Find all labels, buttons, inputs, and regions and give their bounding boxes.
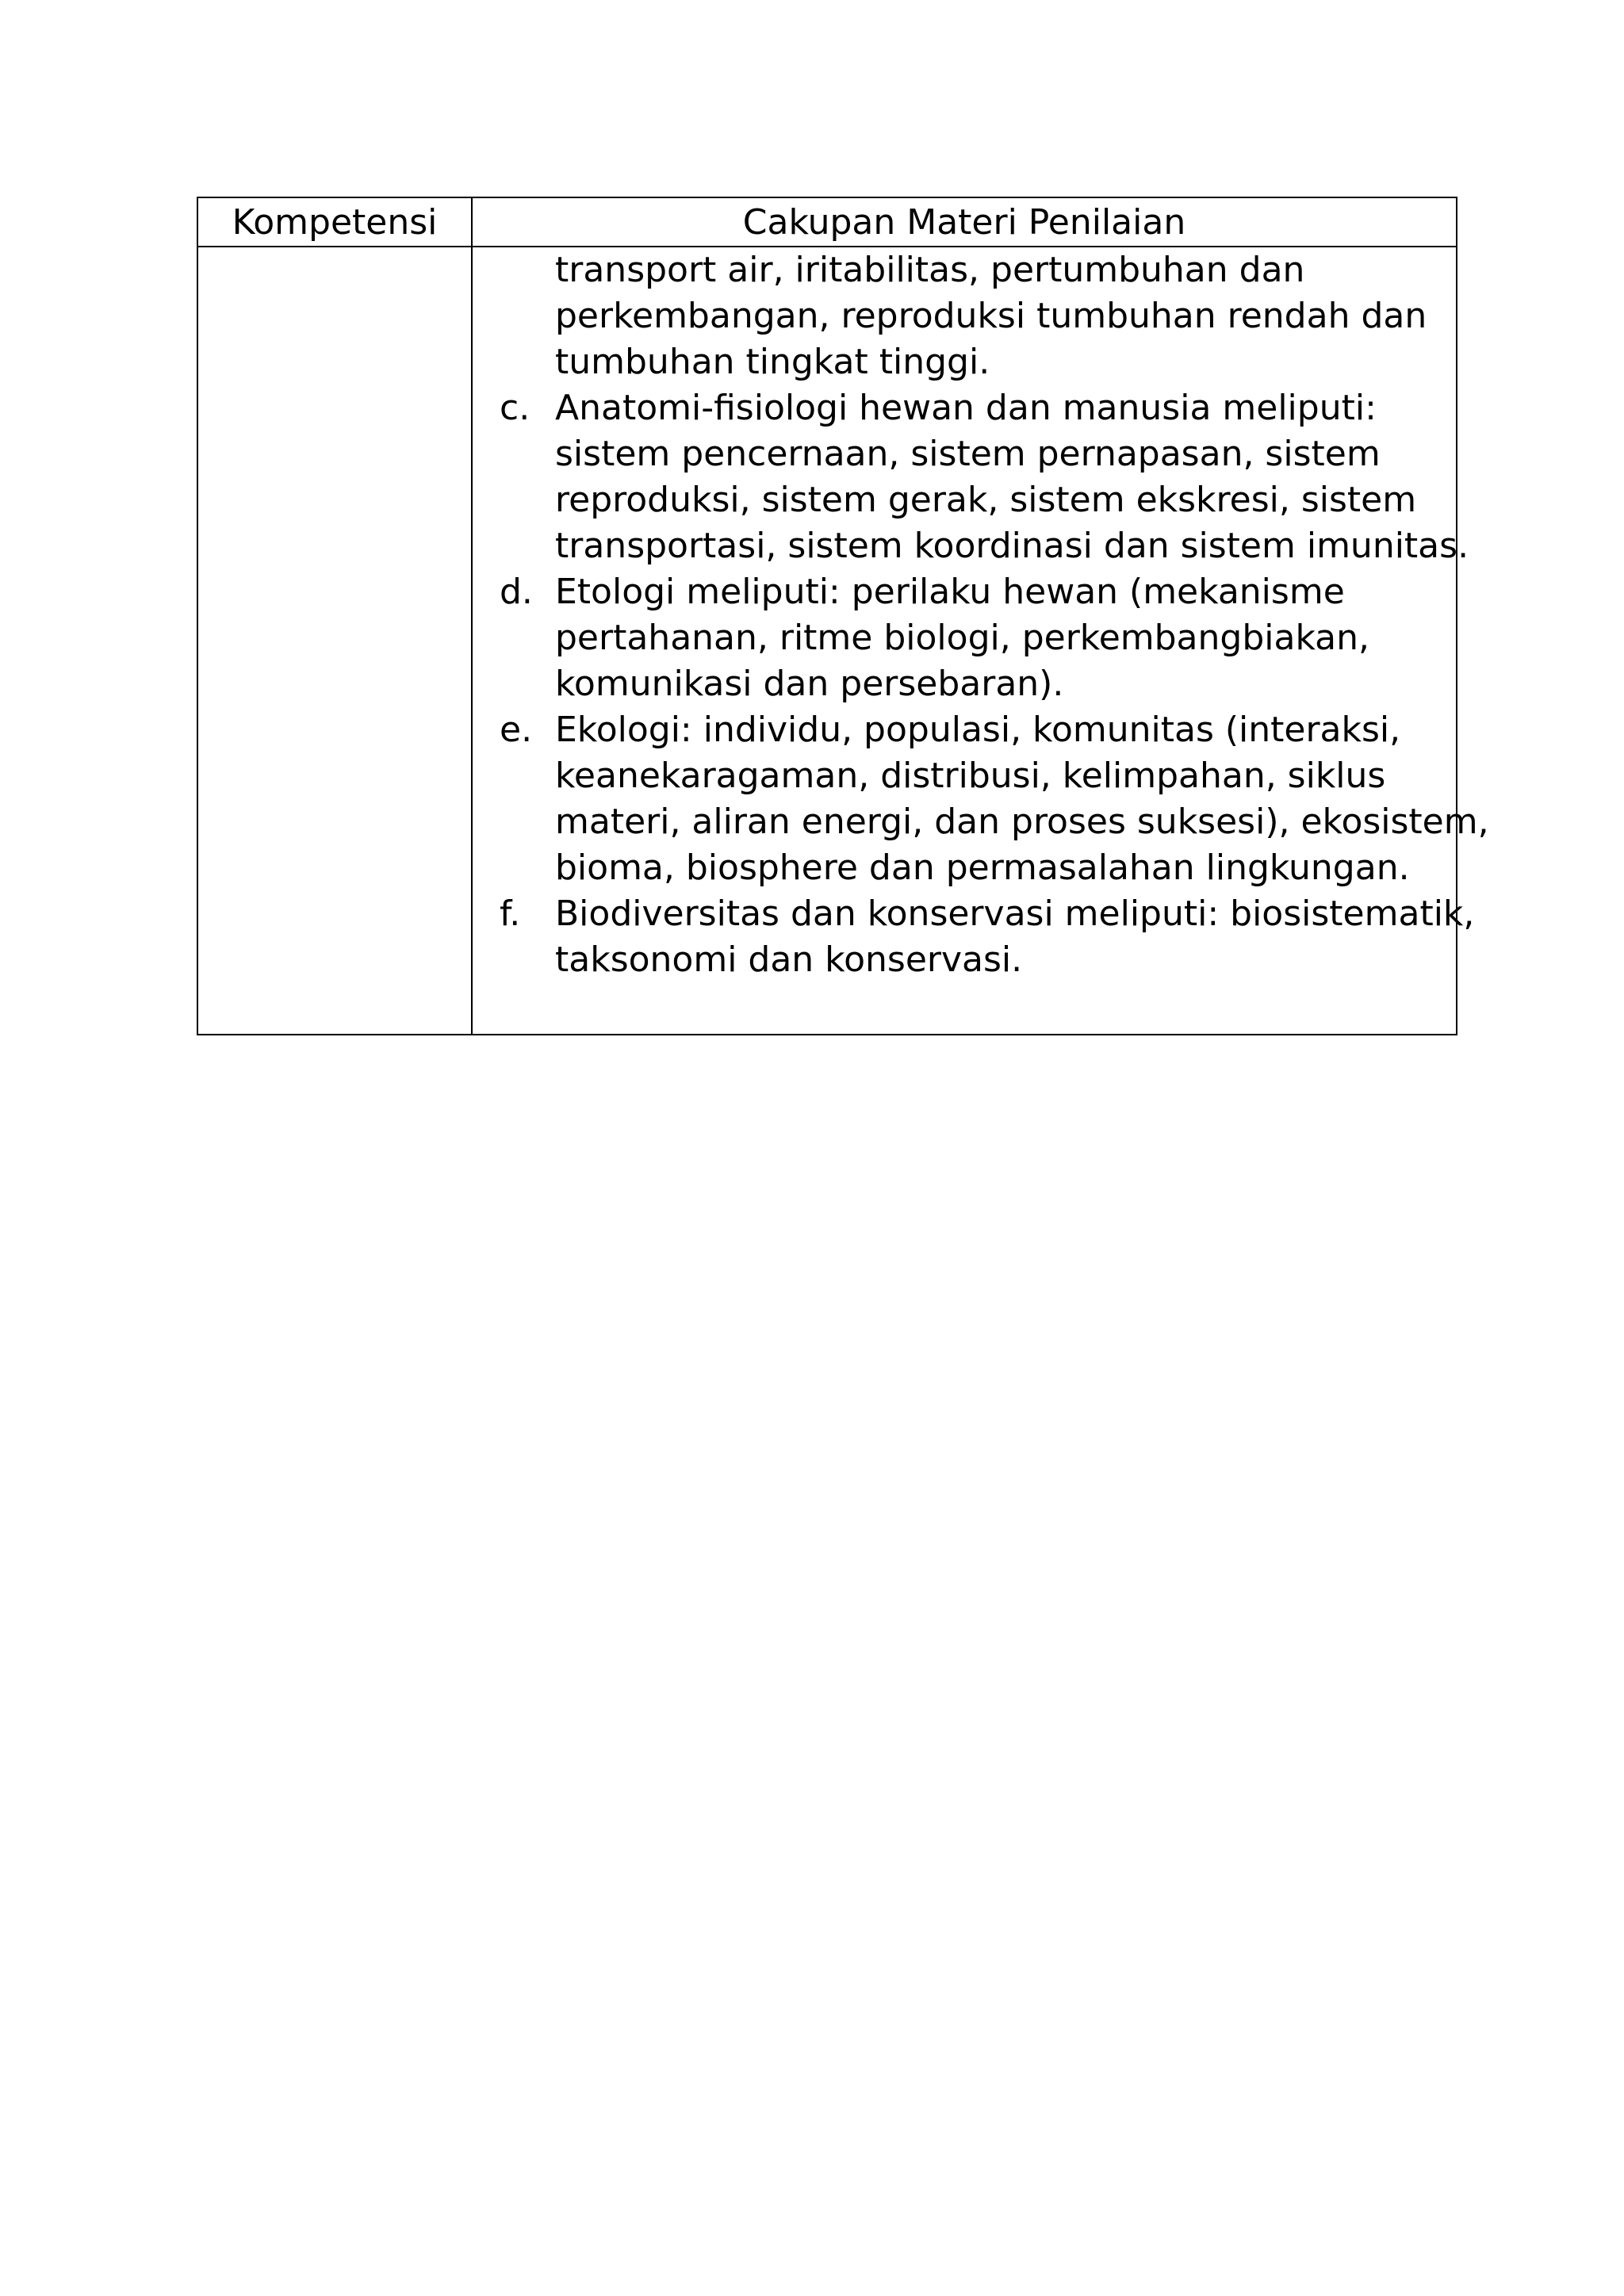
list-marker: d. (500, 572, 533, 612)
list-item-line: materi, aliran energi, dan proses suksesi), ekosistem, (555, 802, 1489, 842)
list-item-line: bioma, biosphere dan permasalahan lingkungan. (555, 848, 1410, 888)
list-item-line: reproduksi, sistem gerak, sistem ekskresi, sistem (555, 480, 1417, 520)
list-item-line: komunikasi dan persebaran). (555, 664, 1064, 704)
list-item-line: keanekaragaman, distribusi, kelimpahan, siklus (555, 756, 1386, 796)
list-item-line: Anatomi-fisiologi hewan dan manusia meliputi: (555, 388, 1377, 428)
header-kompetensi: Kompetensi (232, 202, 438, 243)
list-item-line: sistem pencernaan, sistem pernapasan, sistem (555, 434, 1381, 474)
list-item-line: pertahanan, ritme biologi, perkembangbiakan, (555, 618, 1369, 658)
list-item-line: transportasi, sistem koordinasi dan sistem imunitas. (555, 526, 1469, 566)
cakupan-materi-cell (473, 247, 1489, 1032)
continuation-line: tumbuhan tingkat tinggi. (555, 342, 990, 382)
list-item-line: Biodiversitas dan konservasi meliputi: biosistematik, (555, 894, 1475, 934)
materi-table (197, 197, 1489, 1035)
list-marker: c. (500, 388, 530, 428)
header-cakupan-materi: Cakupan Materi Penilaian (742, 202, 1186, 243)
continuation-line: transport air, iritabilitas, pertumbuhan dan (555, 250, 1305, 290)
list-marker: f. (500, 894, 521, 934)
list-item-line: taksonomi dan konservasi. (555, 939, 1023, 980)
list-item-line: Ekologi: individu, populasi, komunitas (interaksi, (555, 710, 1401, 750)
list-item-line: Etologi meliputi: perilaku hewan (mekanisme (555, 572, 1345, 612)
continuation-line: perkembangan, reproduksi tumbuhan rendah dan (555, 296, 1427, 336)
list-marker: e. (500, 710, 533, 750)
